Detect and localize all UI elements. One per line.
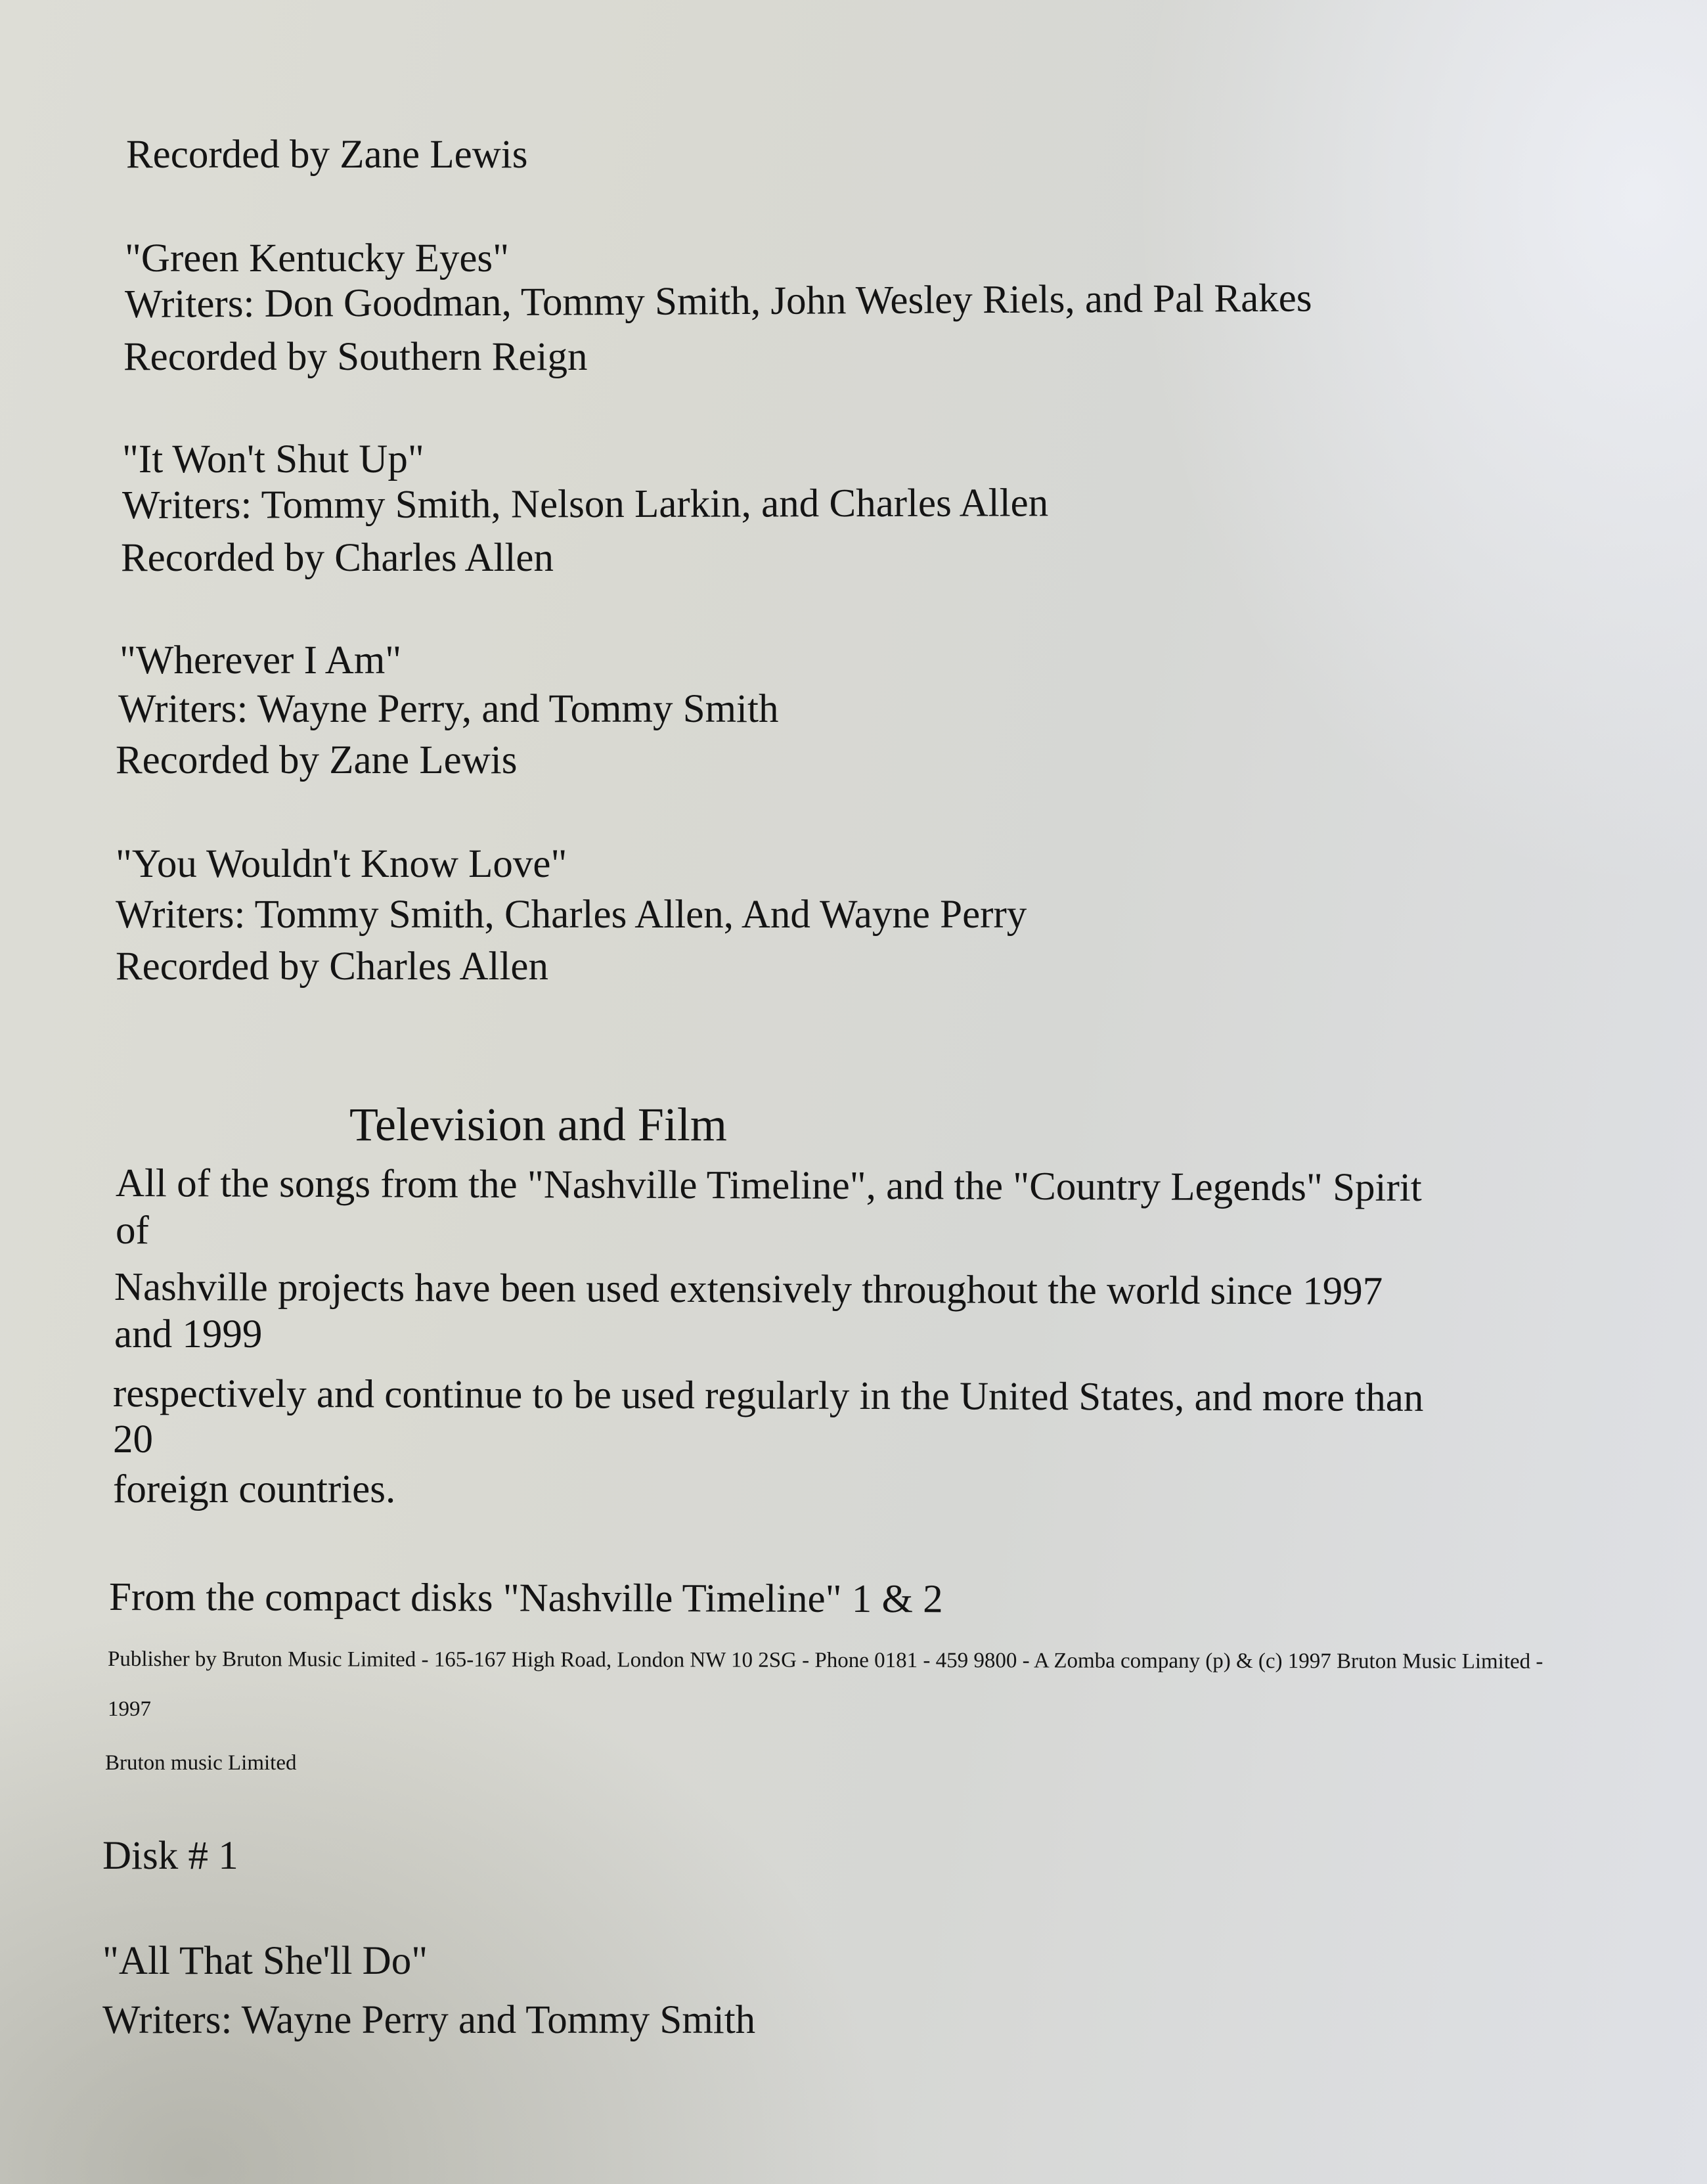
paragraph-line: Nashville projects have been used extensively throughout the world since 1997 <box>114 1265 1383 1314</box>
publisher-line: 1997 <box>108 1697 151 1721</box>
song-recorded-by: Recorded by Southern Reign <box>123 335 588 379</box>
paragraph-line: 20 <box>113 1417 153 1461</box>
publisher-line: Publisher by Bruton Music Limited - 165-167 High Road, London NW 10 2SG - Phone 0181 - 459 9800 - A Zomba company (p) & (c) 1997 Bruton Music Limited - <box>107 1647 1543 1674</box>
song-writers: Writers: Tommy Smith, Nelson Larkin, and Charles Allen <box>122 481 1049 527</box>
compact-disks-title: From the compact disks "Nashville Timeline" 1 & 2 <box>108 1575 943 1622</box>
song-title: "Green Kentucky Eyes" <box>125 236 510 280</box>
paragraph-line: foreign countries. <box>113 1467 396 1511</box>
song-writers: Writers: Tommy Smith, Charles Allen, And Wayne Perry <box>116 893 1027 937</box>
song-title: "You Wouldn't Know Love" <box>116 842 567 886</box>
song-writers: Writers: Wayne Perry and Tommy Smith <box>102 1998 756 2042</box>
disk-label: Disk # 1 <box>102 1834 238 1878</box>
song-recorded-by: Recorded by Charles Allen <box>121 536 554 580</box>
intro-recorded-by: Recorded by Zane Lewis <box>126 133 528 177</box>
section-heading-tv-film: Television and Film <box>349 1098 727 1151</box>
song-title: "All That She'll Do" <box>102 1939 428 1983</box>
song-writers: Writers: Don Goodman, Tommy Smith, John Wesley Riels, and Pal Rakes <box>124 276 1312 326</box>
paragraph-line: and 1999 <box>114 1312 263 1356</box>
publisher-name: Bruton music Limited <box>105 1751 297 1775</box>
song-recorded-by: Recorded by Zane Lewis <box>116 738 518 782</box>
song-writers: Writers: Wayne Perry, and Tommy Smith <box>118 687 779 731</box>
paragraph-line: All of the songs from the "Nashville Timeline", and the "Country Legends" Spirit <box>115 1161 1422 1210</box>
song-title: "Wherever I Am" <box>120 638 402 682</box>
song-recorded-by: Recorded by Charles Allen <box>116 945 548 989</box>
paragraph-line: of <box>116 1209 149 1253</box>
paragraph-line: respectively and continue to be used regularly in the United States, and more than <box>112 1371 1424 1420</box>
song-title: "It Won't Shut Up" <box>122 437 424 481</box>
